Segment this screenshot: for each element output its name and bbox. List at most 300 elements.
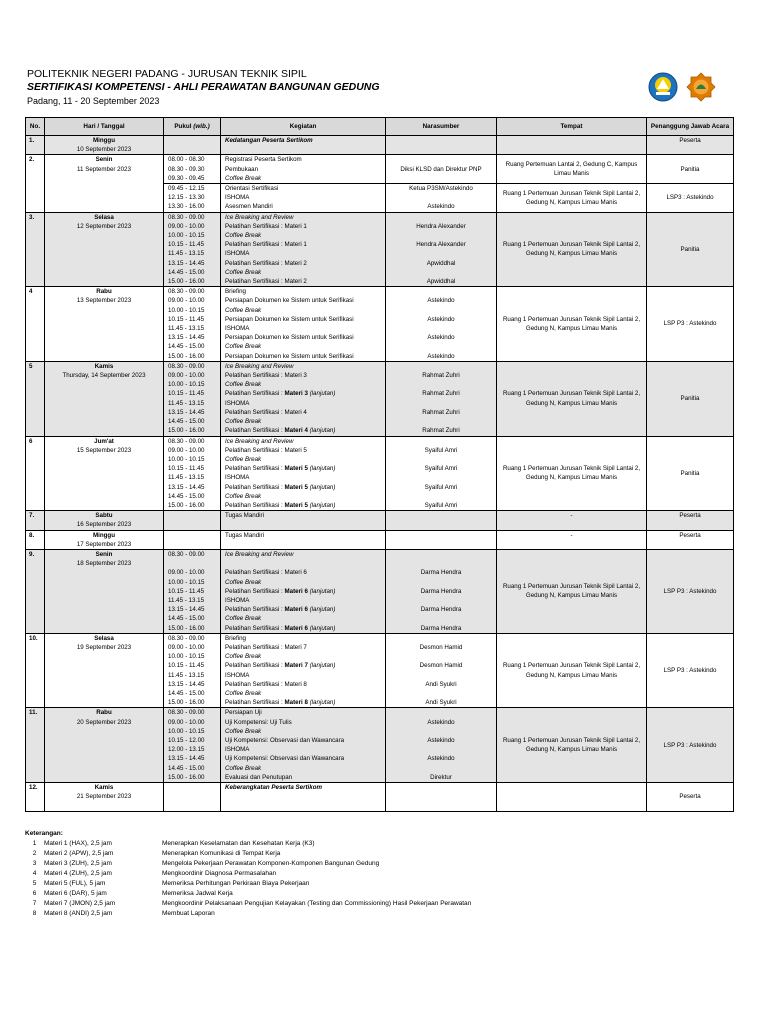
narasumber: Hendra Alexander [416,222,466,230]
narasumber: Astekindo [427,203,455,211]
document-place-date: Padang, 11 - 20 September 2023 [27,96,160,106]
col-header-no: No. [26,118,45,136]
activity: Coffee Break [225,727,262,735]
document-title: SERTIFIKASI KOMPETENSI - AHLI PERAWATAN BANGUNAN GEDUNG [27,81,380,93]
narasumber: Darma Hendra [420,624,462,632]
activity: Pelatihan Sertifikasi : Materi 4 [225,408,307,416]
activity: Pelatihan Sertifikasi : Materi 3 [225,372,307,380]
legend-item-no: 2 [32,850,37,857]
row-no: 4 [26,287,45,362]
time-slot: 14.45 - 15.00 [168,268,205,276]
row-day: Kamis [94,784,114,792]
row-day-date [45,212,164,287]
row-day-date [45,549,164,633]
row-activities [221,783,386,812]
row-times [164,184,221,213]
activity: Coffee Break [225,764,262,772]
row-activities [221,361,386,436]
activity-materi: Materi 3 [284,390,308,398]
legend-item-no: 6 [32,890,37,897]
time-slot: 10.00 - 10.15 [168,653,205,661]
table-row [26,783,734,812]
narasumber [386,511,496,520]
row-day-date [45,436,164,511]
narasumber [386,792,496,801]
row-day-date [45,783,164,812]
activity: Uji Kompetensi: Observasi dan Wawancara [225,755,345,763]
row-narasumber [386,136,497,155]
activity: Ice Breaking and Review [225,550,294,558]
row-pj: Panitia [647,155,734,184]
activity: Pelatihan Sertifikasi : Materi 7 [225,643,307,651]
legend-item-no: 8 [32,910,37,917]
narasumber: Astekindo [427,352,455,360]
narasumber: Desmon Hamid [419,643,463,651]
activity: Pelatihan Sertifikasi : Materi 2 [225,278,307,286]
narasumber: Rahmat Zuhri [422,372,460,380]
row-day: Rabu [96,709,112,717]
row-tempat [497,136,647,155]
narasumber: Syaiful Amri [424,446,458,454]
narasumber: Astekindo [427,718,455,726]
row-activities [221,633,386,708]
row-no: 3. [26,212,45,287]
activity: Ice Breaking and Review [225,362,294,370]
time-slot: 13.15 - 14.45 [168,755,205,763]
narasumber [386,708,496,717]
activity: Briefing [225,634,246,642]
row-day: Minggu [93,137,115,144]
table-row [26,511,734,530]
narasumber: Astekindo [427,755,455,763]
time-slot: 08.30 - 09.00 [168,213,205,221]
activity: Asesmen Mandiri [225,203,273,211]
time-slot: 10.15 - 12.00 [168,737,205,744]
activity [225,426,385,435]
time-slot: 09.00 - 10.00 [168,222,205,230]
time-slot: 10.15 - 11.45 [168,587,205,595]
narasumber [386,596,496,605]
row-pj: LSP3 : Astekindo [647,184,734,213]
row-narasumber [386,212,497,287]
row-times [164,136,221,155]
row-date: 18 September 2023 [76,560,132,568]
activity: Coffee Break [225,343,262,351]
legend-title: Keterangan: [25,830,63,837]
narasumber [386,689,496,698]
row-date: 11 September 2023 [77,165,131,173]
row-narasumber [386,783,497,812]
row-tempat: Ruang 1 Pertemuan Jurusan Teknik Sipil Lantai 2, Gedung N, Kampus Limau Manis [497,287,647,362]
narasumber [386,287,496,296]
row-no: 8. [26,530,45,549]
narasumber [386,652,496,661]
row-day-date [45,511,164,530]
activity [225,464,385,473]
legend-item [25,849,471,859]
row-times [164,633,221,708]
legend-item-no: 5 [32,880,37,887]
activity [225,483,385,492]
activity-title: Pelatihan Sertifikasi : [225,587,285,595]
row-day-date [45,155,164,212]
activity: Ice Breaking and Review [225,213,294,221]
narasumber [386,614,496,623]
legend-item-desc: Menerapkan Keselamatan dan Kesehatan Kerja (K3) [162,840,315,847]
time-slot: 11.45 - 13.15 [168,474,205,482]
activity-title: Pelatihan Sertifikasi : [225,390,285,398]
time-slot [168,531,220,540]
time-slot: 08.00 - 08.30 [168,156,205,164]
legend-item-no: 1 [32,840,37,847]
time-slot: 13.15 - 14.45 [168,408,205,416]
activity: Coffee Break [225,492,262,500]
col-header-pukul-unit: (wib.) [193,123,210,130]
legend-item [25,899,471,909]
col-header-pukul [164,118,221,136]
narasumber [386,801,496,810]
narasumber [386,231,496,240]
schedule-table [25,117,734,812]
row-tempat: Ruang 1 Pertemuan Jurusan Teknik Sipil Lantai 2, Gedung N, Kampus Limau Manis [497,212,647,287]
legend-item [25,869,471,879]
col-header-kegiatan: Kegiatan [221,118,386,136]
activity-title: Pelatihan Sertifikasi : [225,662,285,670]
activity: Tugas Mandiri [225,531,264,539]
row-activities [221,136,386,155]
time-slot: 08.30 - 09.00 [168,288,205,296]
row-no: 11. [26,708,45,783]
table-row [26,361,734,436]
time-slot: 09.00 - 10.00 [168,643,205,651]
row-activities [221,155,386,184]
activity: Coffee Break [225,653,262,661]
time-slot: 09.00 - 10.00 [168,372,205,380]
legend-item-materi: Materi 7 (JMON) 2,5 jam [44,900,116,907]
legend-item [25,889,471,899]
narasumber [386,268,496,277]
time-slot: 14.45 - 15.00 [168,764,205,772]
narasumber: Astekindo [427,315,455,323]
time-slot: 13.15 - 14.45 [168,259,205,267]
time-slot: 09.30 - 09.45 [168,174,205,182]
time-slot: 09.00 - 10.00 [168,718,205,726]
legend-item-materi: Materi 1 (HAX), 2,5 jam [44,840,112,847]
row-narasumber [386,511,497,530]
row-no: 1. [26,136,45,155]
legend-item-materi: Materi 3 (ZUH), 2,5 jam [44,860,112,867]
activity: ISHOMA [225,596,250,604]
narasumber [386,324,496,333]
activity-lanjutan: (lanjutan) [309,483,336,491]
activity-title: Pelatihan Sertifikasi : [225,501,285,509]
time-slot: 15.00 - 16.00 [168,352,205,360]
row-tempat [497,783,647,812]
row-day-date [45,708,164,783]
activity: Persiapan Dokumen ke Sistem untuk Serifikasi [225,334,354,342]
activity: Evaluasi dan Penutupan [225,773,293,781]
time-slot [168,792,220,801]
narasumber [386,417,496,426]
activity: Persiapan Dokumen ke Sistem untuk Serifikasi [225,297,354,305]
row-pj: Peserta [647,136,734,155]
activity: Pelatihan Sertifikasi : Materi 5 [225,446,307,454]
activity [225,501,385,510]
activity-lanjutan: (lanjutan) [309,501,336,509]
table-row [26,155,734,184]
narasumber: Direktur [430,773,452,781]
row-times [164,708,221,783]
time-slot: 10.15 - 11.45 [168,465,205,473]
narasumber [386,249,496,258]
row-day: Minggu [93,531,115,539]
activity [225,587,385,596]
narasumber [386,380,496,389]
time-slot [168,511,220,520]
activity-materi: Materi 6 [284,587,308,595]
narasumber: Andi Syukri [425,699,457,707]
activity: Pembukaan [225,165,259,173]
row-no: 9. [26,549,45,633]
narasumber [386,492,496,501]
time-slot [168,801,220,810]
activity: Coffee Break [225,174,262,182]
time-slot: 10.15 - 11.45 [168,315,205,323]
activity: Pelatihan Sertifikasi : Materi 8 [225,680,307,688]
row-date: 10 September 2023 [76,146,132,154]
narasumber: Syaiful Amri [424,501,458,509]
narasumber: Darma Hendra [420,606,462,614]
pnp-logo [686,72,716,102]
row-no: 10. [26,633,45,708]
table-row [26,549,734,633]
row-narasumber [386,633,497,708]
narasumber [386,362,496,371]
row-day: Sabtu [95,512,113,520]
time-slot [168,783,220,792]
time-slot: 09.00 - 10.00 [168,569,205,577]
time-slot: 14.45 - 15.00 [168,689,205,697]
time-slot: 08.30 - 09.30 [168,165,205,173]
activity: Pelatihan Sertifikasi : Materi 6 [225,569,307,577]
activity-title: Pelatihan Sertifikasi : [225,483,285,491]
time-slot: 14.45 - 15.00 [168,492,205,500]
row-date: 17 September 2023 [76,540,132,548]
row-narasumber [386,708,497,783]
time-slot: 10.00 - 10.15 [168,578,205,586]
activity: Coffee Break [225,306,262,314]
narasumber [386,634,496,643]
activity: Coffee Break [225,268,262,276]
activity: Coffee Break [225,578,262,586]
narasumber: Rahmat Zuhri [422,390,460,398]
col-header-tempat: Tempat [497,118,647,136]
narasumber [386,399,496,408]
document-header [27,68,380,108]
narasumber: Rahmat Zuhri [422,427,460,435]
time-slot: 13.30 - 16.00 [168,203,205,211]
row-day: Selasa [94,213,114,221]
time-slot: 11.45 - 13.15 [168,399,205,407]
row-date: 16 September 2023 [76,521,132,529]
activity-materi: Materi 6 [284,606,308,614]
row-activities [221,212,386,287]
row-no: 7. [26,511,45,530]
row-times [164,549,221,633]
row-no: 12. [26,783,45,812]
time-slot: 11.45 - 13.15 [168,671,205,679]
narasumber [386,155,496,164]
narasumber: Syaiful Amri [424,483,458,491]
activity: Tugas Mandiri [225,512,264,520]
row-day: Senin [95,550,113,558]
time-slot: 08.30 - 09.00 [168,362,205,370]
narasumber: Apwiddhal [426,278,456,286]
legend-item-materi: Materi 4 (ZUH), 2,5 jam [44,870,112,877]
row-activities [221,511,386,530]
row-activities [221,530,386,549]
time-slot: 11.45 - 13.15 [168,325,205,333]
row-day: Kamis [94,362,114,370]
time-slot: 12.15 - 13.30 [168,194,205,202]
activity: Briefing [225,288,246,296]
row-day: Jum'at [94,437,114,445]
time-slot: 10.00 - 10.15 [168,232,205,240]
narasumber: Diksi KLSD dan Direktur PNP [400,165,482,173]
table-row [26,212,734,287]
activity-lanjutan: (lanjutan) [309,390,336,398]
activity-materi: Materi 5 [284,465,308,473]
time-slot: 11.45 - 13.15 [168,250,205,258]
row-pj: Panitia [647,212,734,287]
narasumber [386,671,496,680]
activity: Persiapan Dokumen ke Sistem untuk Serifikasi [225,315,354,323]
narasumber [386,342,496,351]
col-header-pukul-label: Pukul [174,123,192,130]
time-slot: 09.00 - 10.00 [168,446,205,454]
row-times [164,155,221,184]
narasumber [386,306,496,315]
row-day: Selasa [94,634,114,642]
activity: Coffee Break [225,455,262,463]
time-slot: 10.00 - 10.15 [168,455,205,463]
narasumber: Astekindo [427,297,455,305]
row-times [164,361,221,436]
activity-materi: Materi 7 [284,662,308,670]
legend-item-desc: Menerapkan Komunikasi di Tempat Kerja [162,850,281,857]
activity: Persiapan Dokumen ke Sistem untuk Serifikasi [225,352,354,360]
legend-item-desc: Mengkoordinir Pelaksanaan Pengujian Kelayakan (Testing dan Commissioning) Hasil Pekerjaan Perawatan [162,900,472,907]
row-date: 20 September 2023 [76,718,132,726]
activity: ISHOMA [225,194,250,202]
narasumber: Apwiddhal [426,259,456,267]
row-tempat: Ruang 1 Pertemuan Jurusan Teknik Sipil Lantai 2, Gedung N, Kampus Limau Manis [497,708,647,783]
activity: Coffee Break [225,418,262,426]
narasumber [386,727,496,736]
time-slot: 15.00 - 16.00 [168,427,205,435]
legend-items [25,839,471,919]
activity-lanjutan: (lanjutan) [309,465,336,473]
legend-item-no: 4 [32,870,37,877]
time-slot: 10.00 - 10.15 [168,727,205,735]
activity: Ice Breaking and Review [225,437,294,445]
time-slot: 10.00 - 10.15 [168,306,205,314]
time-slot: 13.15 - 14.45 [168,680,205,688]
col-header-narasumber: Narasumber [386,118,497,136]
legend-item-desc: Memeriksa Perhitungan Perkiraan Biaya Pekerjaan [162,880,310,887]
row-activities [221,287,386,362]
activity: ISHOMA [225,250,250,258]
table-row [26,633,734,708]
activity-materi: Materi 5 [284,501,308,509]
narasumber: Andi Syukri [425,680,457,688]
time-slot: 10.15 - 11.45 [168,390,205,398]
table-row [26,287,734,362]
time-slot: 15.00 - 16.00 [168,278,205,286]
row-pj: Peserta [647,783,734,812]
activity [225,661,385,670]
activity-title: Pelatihan Sertifikasi : [225,624,285,632]
legend-item-desc: Membuat Laporan [162,910,215,917]
narasumber [386,559,496,568]
activity-lanjutan: (lanjutan) [309,587,336,595]
narasumber: Ketua P3SM/Astekindo [409,185,473,193]
activity-materi: Materi 6 [284,624,308,632]
row-narasumber [386,436,497,511]
activity: Keberangkatan Peserta Sertikom [225,784,322,792]
schedule-body [26,136,734,812]
narasumber [386,578,496,587]
tut-wuri-handayani-logo [648,72,678,102]
time-slot: 14.45 - 15.00 [168,343,205,351]
row-no: 5 [26,361,45,436]
row-tempat: - [497,511,647,530]
col-header-pj: Penanggung Jawab Acara [647,118,734,136]
row-date: 21 September 2023 [76,793,132,801]
row-narasumber [386,549,497,633]
row-day: Rabu [96,288,112,296]
time-slot: 15.00 - 16.00 [168,773,205,781]
row-day-date [45,361,164,436]
legend-item-desc: Memeriksa Jadwal Kerja [162,890,233,897]
row-pj: Panitia [647,361,734,436]
legend-item [25,879,471,889]
activity: Pelatihan Sertifikasi : Materi 2 [225,259,307,267]
time-slot: 09.45 - 12.15 [168,185,205,193]
row-date: 13 September 2023 [76,297,132,305]
activity: ISHOMA [225,399,250,407]
time-slot: 08.30 - 09.00 [168,550,205,558]
activity: Uji Kompetensi: Observasi dan Wawancara [225,737,345,744]
time-slot: 10.15 - 11.45 [168,241,205,249]
col-header-hari: Hari / Tanggal [45,118,164,136]
table-row [26,530,734,549]
activity: ISHOMA [225,474,250,482]
activity [225,605,385,614]
row-tempat: - [497,530,647,549]
narasumber: Darma Hendra [420,587,462,595]
narasumber [386,213,496,222]
table-row [26,436,734,511]
row-date: 12 September 2023 [76,222,132,230]
activity: Registrasi Peserta Sertikom [225,156,302,164]
row-pj: LSP P3 : Astekindo [647,287,734,362]
legend [25,829,471,919]
narasumber: Desmon Hamid [419,662,463,670]
narasumber [386,473,496,482]
activity-lanjutan: (lanjutan) [309,427,336,435]
activity: Coffee Break [225,689,262,697]
